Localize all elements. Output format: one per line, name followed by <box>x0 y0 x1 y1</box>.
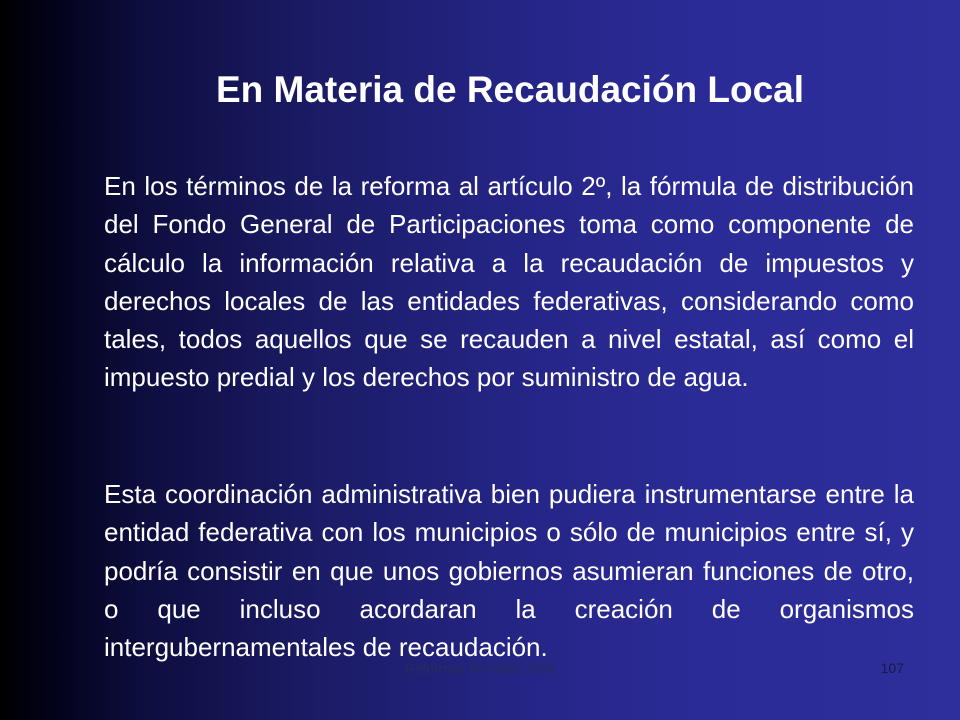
body-paragraph-1: En los términos de la reforma al artículo 2º, la fórmula de distribución del Fondo General de Participaciones toma como componente de cálculo la información relativa a la recaudación de impuestos y derechos locales de las entidades federativas, considerando como tales, todos aquellos que se recauden a nivel estatal, así como el impuesto predial y los derechos por suministro de agua. <box>104 171 914 393</box>
slide-footer: Reformas Fiscales 2008 <box>404 660 556 676</box>
slide-number: 107 <box>880 660 904 676</box>
body-paragraph-2: Esta coordinación administrativa bien pudiera instrumentarse entre la entidad federativa con los municipios o sólo de municipios entre sí, y podría consistir en que unos gobiernos asumieran funciones de otro, o que incluso acordaran la creación de organismos intergubernamentales de recaudación. <box>104 479 914 663</box>
slide-title: En Materia de Recaudación Local <box>215 69 805 110</box>
